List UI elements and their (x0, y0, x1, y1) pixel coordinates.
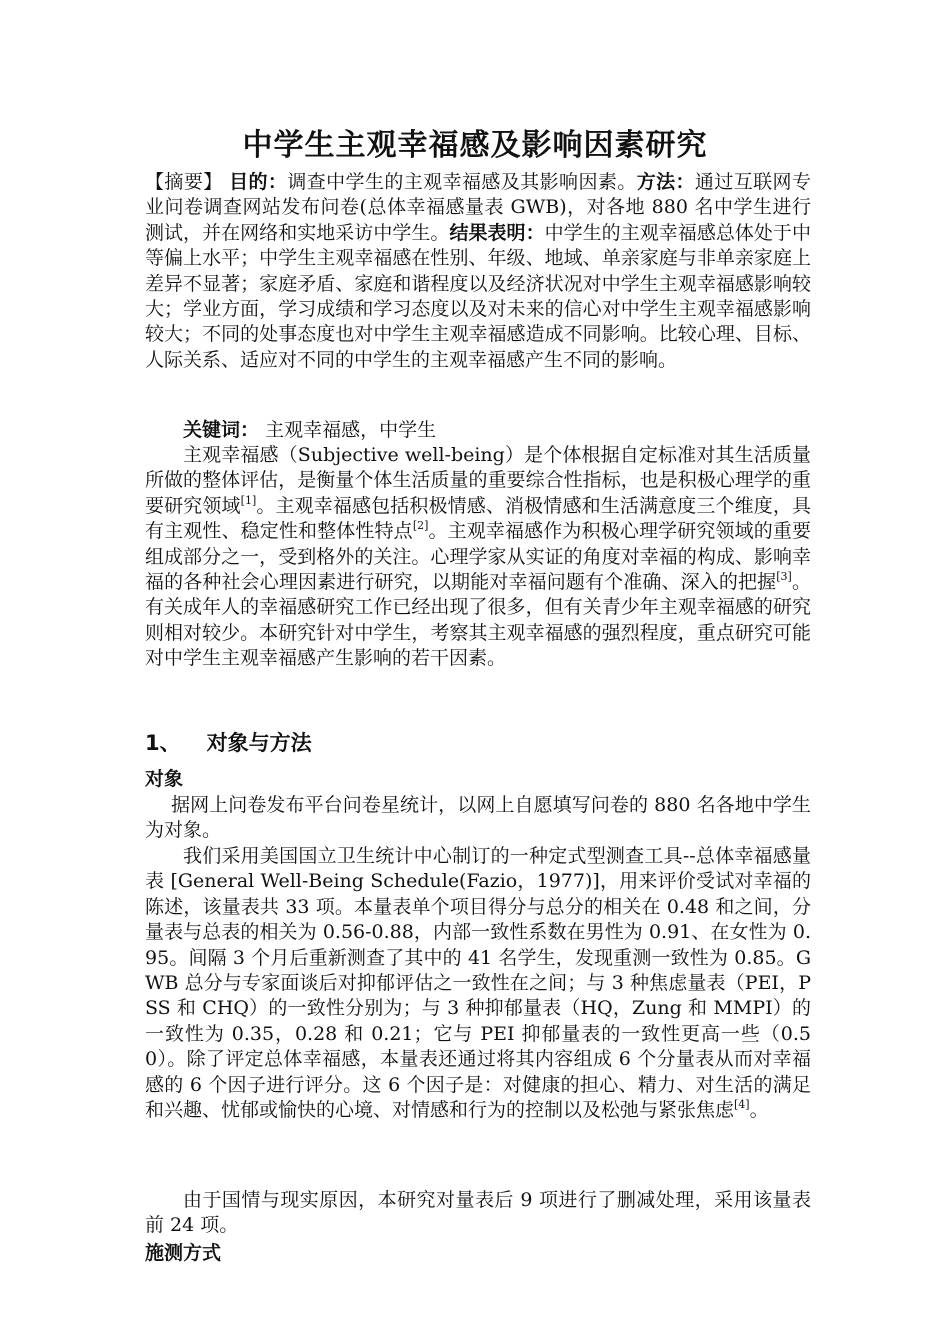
tool-paragraph (145, 844, 811, 1123)
result-label: 结果表明： (449, 221, 545, 244)
subheading-subjects: 对象 (145, 768, 184, 790)
tool-text-2: 。 (749, 1099, 769, 1122)
section-heading-1 (145, 728, 312, 758)
keywords-label: 关键词： (183, 419, 260, 441)
intro-text-2: 。主观幸福感包括积极情感、消极情感和生活满意度三个维度，具有主观性、稳定性和整体性特点 (145, 494, 811, 543)
keywords-line (145, 418, 811, 443)
purpose-label: 目的： (229, 171, 288, 193)
purpose-text: 调查中学生的主观幸福感及其影响因素。 (287, 171, 637, 193)
method-label: 方法： (636, 171, 695, 193)
tool-text-1: 我们采用美国国立卫生统计中心制订的一种定式型测查工具--总体幸福感量表 [General Well-Being Schedule(Fazio，1977)]，用来评价受试对幸福的陈述，该量表共 33 项。本量表单个项目得分与总分的相关在 0.48 和之间，分量表与总表的相关为 0.56-0.88，内部一致性系数在男性为 0.91、在女性为 0.95。间隔 3 个月后重新测查了其中的 41 名学生，发现重测一致性为 0.85。GWB 总分与专家面谈后对抑郁评估之一致性在之间；与 3 种焦虑量表（PEI，PSS 和 CHQ）的一致性分别为；与 3 种抑郁量表（HQ，Zung 和 MMPI）的一致性为 0.35，0.28 和 0.21；它与 PEI 抑郁量表的一致性更高一些（0.50）。除了评定总体幸福感，本量表还通过将其内容组成 6 个分量表从而对幸福感的 6 个因子进行评分。这 6 个因子是：对健康的担心、精力、对生活的满足和兴趣、忧郁或愉快的心境、对情感和行为的控制以及松弛与紧张焦虑 (145, 845, 811, 1122)
intro-text-4: 。有关成年人的幸福感研究工作已经出现了很多，但有关青少年主观幸福感的研究则相对较少。本研究针对中学生，考察其主观幸福感的强烈程度，重点研究可能对中学生主观幸福感产生影响的若干因素。 (145, 571, 811, 670)
citation-2: [2] (412, 519, 429, 533)
citation-1: [1] (240, 493, 257, 507)
intro-text-3: 。主观幸福感作为积极心理学研究领域的重要组成部分之一，受到格外的关注。心理学家从实证的角度对幸福的构成、影响幸福的各种社会心理因素进行研究，以期能对幸福问题有个准确、深入的把握 (145, 520, 811, 594)
document-title: 中学生主观幸福感及影响因素研究 (242, 128, 708, 163)
method-text: 通过互联网专业问卷调查网站发布问卷(总体幸福感量表 GWB)，对各地 880 名中学生进行测试，并在网络和实地采访中学生。 (145, 171, 811, 244)
keywords-text: 主观幸福感，中学生 (265, 419, 437, 441)
intro-text-1: 主观幸福感（Subjective well-being）是个体根据自定标准对其生活质量所做的整体评估，是衡量个体生活质量的重要综合性指标，也是积极心理学的重要研究领域 (145, 444, 811, 517)
section-title: 对象与方法 (206, 731, 312, 755)
subheading-administration: 施测方式 (145, 1242, 222, 1264)
intro-paragraph (145, 443, 811, 672)
abstract-paragraph (145, 170, 811, 373)
citation-4: [4] (734, 1098, 750, 1112)
subjects-paragraph: 据网上问卷发布平台问卷星统计，以网上自愿填写问卷的 880 名各地中学生为对象。 (145, 794, 811, 842)
abstract-tag: 【摘要】 (145, 171, 223, 193)
result-text: 中学生的主观幸福感总体处于中等偏上水平；中学生主观幸福感在性别、年级、地域、单亲家庭与非单亲家庭上差异不显著；家庭矛盾、家庭和谐程度以及经济状况对中学生主观幸福感影响较大；学业方面，学习成绩和学习态度以及对未来的信心对中学生主观幸福感影响较大；不同的处事态度也对中学生主观幸福感造成不同影响。比较心理、目标、人际关系、适应对不同的中学生的主观幸福感产生不同的影响。 (145, 221, 811, 371)
reduction-paragraph: 由于国情与现实原因，本研究对量表后 9 项进行了删减处理，采用该量表前 24 项。 (145, 1189, 811, 1237)
section-number: 1、 (145, 731, 181, 755)
citation-3: [3] (776, 570, 792, 584)
